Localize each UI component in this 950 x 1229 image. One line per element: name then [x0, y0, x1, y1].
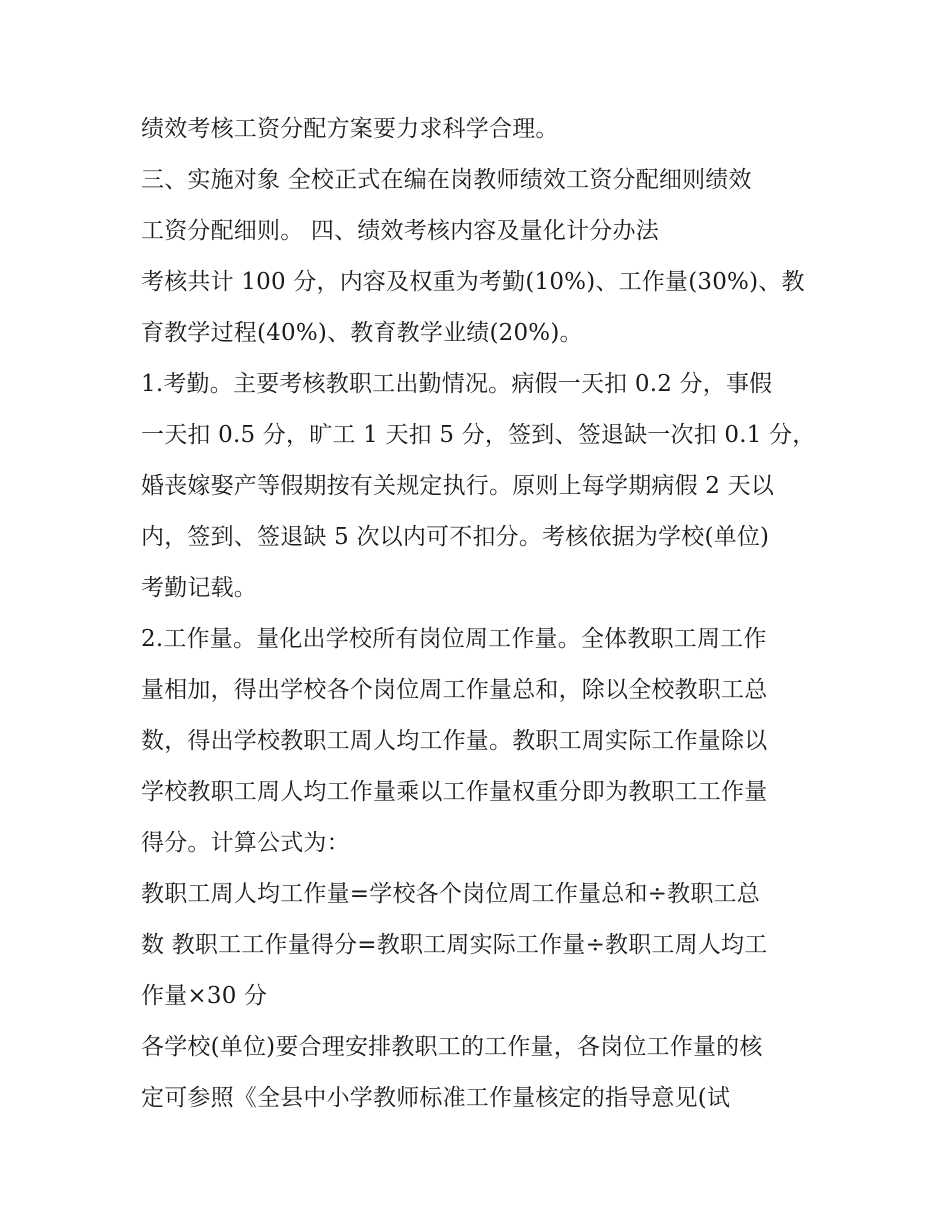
text-line: 婚丧嫁娶产等假期按有关规定执行。原则上每学期病假 2 天以 — [141, 473, 775, 499]
text-line: 各学校(单位)要合理安排教职工的工作量，各岗位工作量的核 — [141, 1034, 763, 1060]
text-line: 一天扣 0.5 分，旷工 1 天扣 5 分，签到、签退缺一次扣 0.1 分， — [141, 422, 816, 448]
text-line: 2.工作量。量化出学校所有岗位周工作量。全体教职工周工作 — [141, 626, 767, 652]
text-line: 考核共计 100 分，内容及权重为考勤(10%)、工作量(30%)、教 — [141, 269, 805, 295]
text-line: 作量×30 分 — [141, 983, 268, 1009]
text-line: 得分。计算公式为： — [141, 830, 350, 856]
text-line: 考勤记载。 — [141, 575, 257, 601]
text-line: 学校教职工周人均工作量乘以工作量权重分即为教职工工作量 — [141, 779, 768, 805]
text-line: 育教学过程(40%)、教育教学业绩(20%)。 — [141, 320, 583, 346]
text-line: 数 教职工工作量得分=教职工周实际工作量÷教职工周人均工 — [141, 932, 768, 958]
text-line: 教职工周人均工作量=学校各个岗位周工作量总和÷教职工总 — [141, 881, 760, 907]
text-line: 内，签到、签退缺 5 次以内可不扣分。考核依据为学校(单位) — [141, 524, 770, 550]
text-line: 绩效考核工资分配方案要力求科学合理。 — [141, 116, 559, 142]
text-line: 三、实施对象 全校正式在编在岗教师绩效工资分配细则绩效 — [141, 167, 752, 193]
text-line: 工资分配细则。 四、绩效考核内容及量化计分办法 — [141, 218, 659, 244]
text-line: 定可参照《全县中小学教师标准工作量核定的指导意见(试 — [141, 1085, 731, 1111]
text-line: 1.考勤。主要考核教职工出勤情况。病假一天扣 0.2 分，事假 — [141, 371, 773, 397]
text-line: 量相加，得出学校各个岗位周工作量总和，除以全校教职工总 — [141, 677, 768, 703]
text-line: 数，得出学校教职工周人均工作量。教职工周实际工作量除以 — [141, 728, 768, 754]
